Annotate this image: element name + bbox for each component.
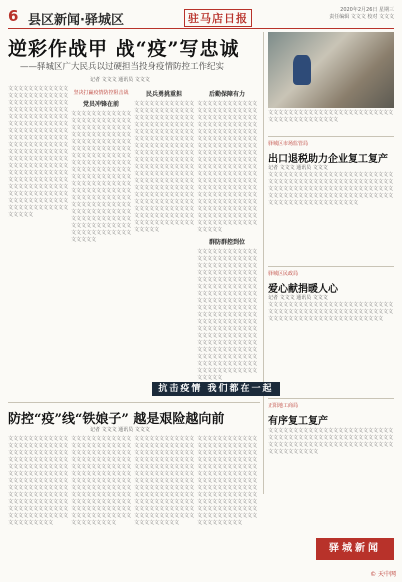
newspaper-logo: 驻马店日报 <box>184 9 252 27</box>
lead-subhead: 群防群控到位 <box>208 239 245 246</box>
side-story-2-text: 文文文文文文文文文文文文文文文文文文文文文文文文文文文文文文文文文文文文文文文文文文文文文文文文文文文文文文文文文文文文文文文文文文文文文文文文文 <box>268 302 394 322</box>
second-story-text: 文文文文文文文文文文文文文文文文文文文文文文文文文文文文文文文文文文文文文文文文文文文文文文文文文文文文文文文文文文文文文文文文文文文文文文文文文文文文文文文文文文文文文文文文文文文文文文文文文文文文文文文文文文文文文文文文文文文文文文文文文文文文文文文文文文文文文文文文文文文文文文文文文文文文文文文文文 <box>197 436 258 526</box>
side-story-2-byline: 记者 文文文 通讯员 文文文 <box>268 295 328 301</box>
side-story-2-body <box>268 302 394 380</box>
news-photo <box>268 32 394 108</box>
second-story-text: 文文文文文文文文文文文文文文文文文文文文文文文文文文文文文文文文文文文文文文文文文文文文文文文文文文文文文文文文文文文文文文文文文文文文文文文文文文文文文文文文文文文文文文文文文文文文文文文文文文文文文文文文文文文文文文文文文文文文文文文文文文文文文文文文文文文文文文文文文文文文文文文文文文文文文文文文文 <box>8 436 69 526</box>
second-story-column-4 <box>197 436 257 574</box>
page-header <box>8 4 394 29</box>
second-story-text: 文文文文文文文文文文文文文文文文文文文文文文文文文文文文文文文文文文文文文文文文文文文文文文文文文文文文文文文文文文文文文文文文文文文文文文文文文文文文文文文文文文文文文文文文文文文文文文文文文文文文文文文文文文文文文文文文文文文文文文文文文文文文文文文文文文文文文文文文文文文文文文文文文文文文文文文文文 <box>134 436 195 526</box>
section-footer-box: 驿城新闻 <box>316 538 394 560</box>
overlay-banner: 抗击疫情 我们都在一起 <box>152 382 280 396</box>
lead-body-text: 文文文文文文文文文文文文文文文文文文文文文文文文文文文文文文文文文文文文文文文文文文文文文文文文文文文文文文文文文文文文文文文文文文文文文文文文文文文文文文文文文文文文文文文文文文文文文文文文文文文文文文文文文文文文文文文文文文文文文文文文文文文文文文文文文文文文文文文文文文文文文文文文文文文文文文文文文文文文文文文文文文文文文文文文文文文文文文文文文文文文文文文文文文文文文文文文文文文文文文文文文文文文文文文文文文文文文文文文文文文文文 <box>197 249 258 381</box>
side-story-3-text: 文文文文文文文文文文文文文文文文文文文文文文文文文文文文文文文文文文文文文文文文文文文文文文文文文文文文文文文文文文文文文文文文文文文文文文文文文文文文文文文文文文文文文 <box>268 428 394 455</box>
lead-column-3 <box>134 86 194 372</box>
photo-caption <box>268 110 394 132</box>
second-story-column-2 <box>71 436 131 574</box>
second-story-column-1 <box>8 436 68 574</box>
lead-body-text: 文文文文文文文文文文文文文文文文文文文文文文文文文文文文文文文文文文文文文文文文文文文文文文文文文文文文文文文文文文文文文文文文文文文文文文文文文文文文文文文文文文文文文文文文文文文文文文文文文文文文文文文文文文文文文文文文文文文文文文文文文文文文文文文文文文文文文文文文文文文文文文文文文文文文文文文文文文文文文文文文文文文文文文文文文文文文文文文文文文文文文文文文文文文文文文文文文文文文文文文文文文文文文文文文文文文文文文文文文文文文文 <box>134 101 195 233</box>
side-story-2-tag: 驿城区民政局 <box>268 271 299 277</box>
header-meta <box>284 7 394 21</box>
lead-subhead: 民兵勇挑重担 <box>145 91 182 98</box>
lead-body-text: 文文文文文文文文文文文文文文文文文文文文文文文文文文文文文文文文文文文文文文文文文文文文文文文文文文文文文文文文文文文文文文文文文文文文文文文文文文文文文文文文文文文文文文文文文文文文文文文文文文文文文文文文文文文文文文文文文文文文文文文文文文文文文文文文文文文文文文文文文文文文文文文文文文文文文文文文文文文文文文文文文文文文文文文文文文文文文文文文文文文文文文文文文文文文文文文文文文文文文文文文文文文文文文文文文文文文文文文文文文文文文 <box>71 111 132 243</box>
lead-subhead: 后勤保障有力 <box>208 91 245 98</box>
lead-column-1 <box>8 86 68 372</box>
watermark: © 天中网 <box>370 571 396 578</box>
side-story-1-byline: 记者 文文文 通讯员 文文文 <box>268 165 328 171</box>
column-divider <box>263 32 264 494</box>
side-story-1-headline: 出口退税助力企业复工复产 <box>268 154 388 165</box>
header-meta-editor: 责任编辑 文文文 校对 文文文 <box>329 14 394 20</box>
lead-body-text: 文文文文文文文文文文文文文文文文文文文文文文文文文文文文文文文文文文文文文文文文文文文文文文文文文文文文文文文文文文文文文文文文文文文文文文文文文文文文文文文文文文文文文文文文文文文文文文文文文文文文文文文文文文文文文文文文文文文文文文文文文文文文文文文文文文文文文文文文文文文文文文文文文文文文文文文文文文文文文文文文文文文文文文文文文文文文文文文文文文文文文文文文文文文文文文文文文文文文文文文文文文文文文文文文文文文文文文文文文文文文文 <box>197 101 258 233</box>
lead-headline: 逆彩作战甲 战“疫”写忠诚 <box>8 38 240 60</box>
section-divider <box>268 136 394 137</box>
lead-subtitle: ——驿城区广大民兵以过硬担当投身疫情防控工作纪实 <box>20 62 225 72</box>
section-title: 县区新闻·驿城区 <box>28 13 124 28</box>
section-divider <box>268 398 394 399</box>
lead-column-4 <box>197 86 258 381</box>
side-story-1-tag: 驿城区市场监管局 <box>268 141 309 147</box>
second-story-byline: 记者 文文文 通讯员 文文文 <box>90 427 150 433</box>
side-story-3-headline: 有序复工复产 <box>268 416 328 427</box>
side-story-1-body <box>268 172 394 262</box>
second-story-column-3 <box>134 436 194 574</box>
page-number: 6 <box>8 7 19 25</box>
side-story-3-body <box>268 428 394 532</box>
section-divider <box>8 402 260 403</box>
second-story-text: 文文文文文文文文文文文文文文文文文文文文文文文文文文文文文文文文文文文文文文文文文文文文文文文文文文文文文文文文文文文文文文文文文文文文文文文文文文文文文文文文文文文文文文文文文文文文文文文文文文文文文文文文文文文文文文文文文文文文文文文文文文文文文文文文文文文文文文文文文文文文文文文文文文文文文文文文文 <box>71 436 132 526</box>
header-meta-date: 2020年2月26日 星期三 <box>340 7 394 13</box>
side-story-2-headline: 爱心献捐暖人心 <box>268 284 338 295</box>
lead-kicker: 坚决打赢疫情防控阻击战 <box>73 90 129 96</box>
side-story-3-tag: 正阳地工商局 <box>268 403 299 409</box>
second-story-headline: 防控“疫”线“铁娘子” 越是艰险越向前 <box>8 412 225 427</box>
side-story-1-text: 文文文文文文文文文文文文文文文文文文文文文文文文文文文文文文文文文文文文文文文文文文文文文文文文文文文文文文文文文文文文文文文文文文文文文文文文文文文文文文文文文文文文文文文文文文文文文文文文文文文文文文文文文文文文文文文文文文文文文文 <box>268 172 394 206</box>
lead-column-2 <box>71 86 131 372</box>
section-divider <box>268 266 394 267</box>
photo-caption-text: 文文文文文文文文文文文文文文文文文文文文文文文文文文文文文文文文文文文文文文文 <box>268 110 394 123</box>
lead-byline: 记者 文文文 通讯员 文文文 <box>90 77 150 83</box>
lead-subhead: 党员冲锋在前 <box>82 101 119 108</box>
lead-body-text: 文文文文文文文文文文文文文文文文文文文文文文文文文文文文文文文文文文文文文文文文文文文文文文文文文文文文文文文文文文文文文文文文文文文文文文文文文文文文文文文文文文文文文文文文文文文文文文文文文文文文文文文文文文文文文文文文文文文文文文文文文文文文文文文文文文文文文文文文文文文文文文文文文文文文文文文文文文文文文文文文文文文文文文文文文文文文文文文文文文文文文文文文文文文文文文文文文文文文文文文文文文文文文文文文文文文文文文文文文文文文文 <box>8 86 69 218</box>
